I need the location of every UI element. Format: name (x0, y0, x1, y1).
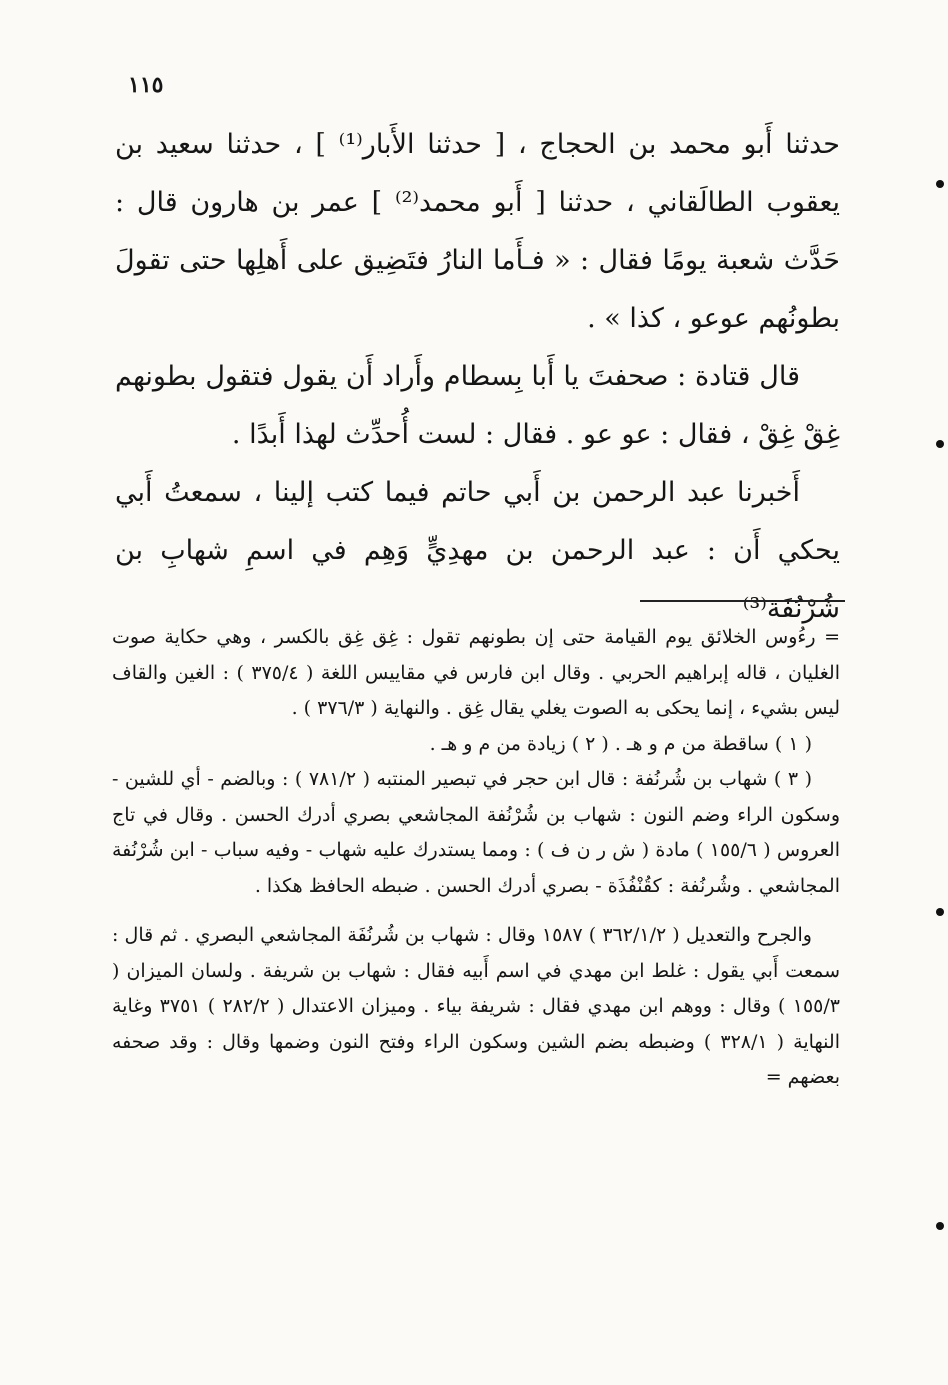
page-number: ١١٥ (128, 72, 164, 98)
main-paragraph: أَخبرنا عبد الرحمن بن أَبي حاتم فيما كتب إلينا ، سمعتُ أَبي يحكي أَن : عبد الرحمن بن مهدِيٍّ وَهِم في اسمِ شهابِ بن شُرْنُفَة⁽³⁾ (115, 477, 840, 624)
footnote: ( ١ ) ساقطة من م و هـ . ( ٢ ) زيادة من م و هـ . (429, 732, 812, 755)
margin-mark (936, 908, 944, 916)
footnote: ( ٣ ) شهاب بن شُرنُفة : قال ابن حجر في تبصير المنتبه ( ٧٨١/٢ ) : وبالضم - أي للشين - وسكون الراء وضم النون : شهاب بن شُرْنُفة المجاشعي بصري أدرك الحسن . وقال في تاج العروس ( ١٥٥/٦ ) مادة ( ش ر ن ف ) : ومما يستدرك عليه شهاب - وفيه سباب - ابن شُرْنُفة المجاشعي . وشُرنُفة : كقُنْفُذَة - بصري أدرك الحسن . ضبطه الحافظ هكذا . (112, 768, 840, 897)
main-paragraph: حدثنا أَبو محمد بن الحجاج ، [ حدثنا الأَبار⁽¹⁾ ] ، حدثنا سعيد بن يعقوب الطالَقاني ، حدثنا [ أَبو محمد⁽²⁾ ] عمر بن هارون قال : حَدَّث شعبة يومًا فقال : « فـأَما النارُ فتَضِيق على أَهلِها حتى تقولَ بطونُهم عوعو ، كذا » . (115, 129, 841, 334)
footnote-separator (640, 600, 845, 602)
main-paragraph: قال قتادة : صحفتَ يا أَبا بِسطام وأَراد أَن يقول فتقول بطونهم غِقْ غِقْ ، فقال : عو عو . فقال : لست أُحدِّث لهذا أَبدًا . (115, 361, 840, 450)
margin-mark (936, 180, 944, 188)
footnotes (112, 620, 840, 1096)
margin-mark (936, 440, 944, 448)
footnote: والجرح والتعديل ( ٣٦٢/١/٢ ) ١٥٨٧ وقال : شهاب بن شُرنُفَة المجاشعي البصري . ثم قال : سمعت أَبي يقول : غلط ابن مهدي في اسم أَبيه فقال : شهاب بن شريفة . ولسان الميزان ( ١٥٥/٣ ) وقال : ووهم ابن مهدي فقال : شريفة بياء . وميزان الاعتدال ( ٢٨٢/٢ ) ٣٧٥١ وغاية النهاية ( ٣٢٨/١ ) وضبطه بضم الشين وسكون الراء وفتح النون وضمها وقال : وقد صحفه بعضهم = (112, 924, 840, 1088)
main-text (115, 116, 840, 638)
margin-mark (936, 1222, 944, 1230)
footnote-continuation: = رءُوس الخلائق يوم القيامة حتى إن بطونهم تقول : غِق غِق بالكسر ، وهي حكاية صوت الغليان ، قاله إبراهيم الحربي . وقال ابن فارس في مقاييس اللغة ( ٣٧٥/٤ ) : الغين والقاف ليس بشيء ، إنما يحكى به الصوت يغلي يقال غِق . والنهاية ( ٣٧٦/٣ ) . (112, 626, 841, 719)
